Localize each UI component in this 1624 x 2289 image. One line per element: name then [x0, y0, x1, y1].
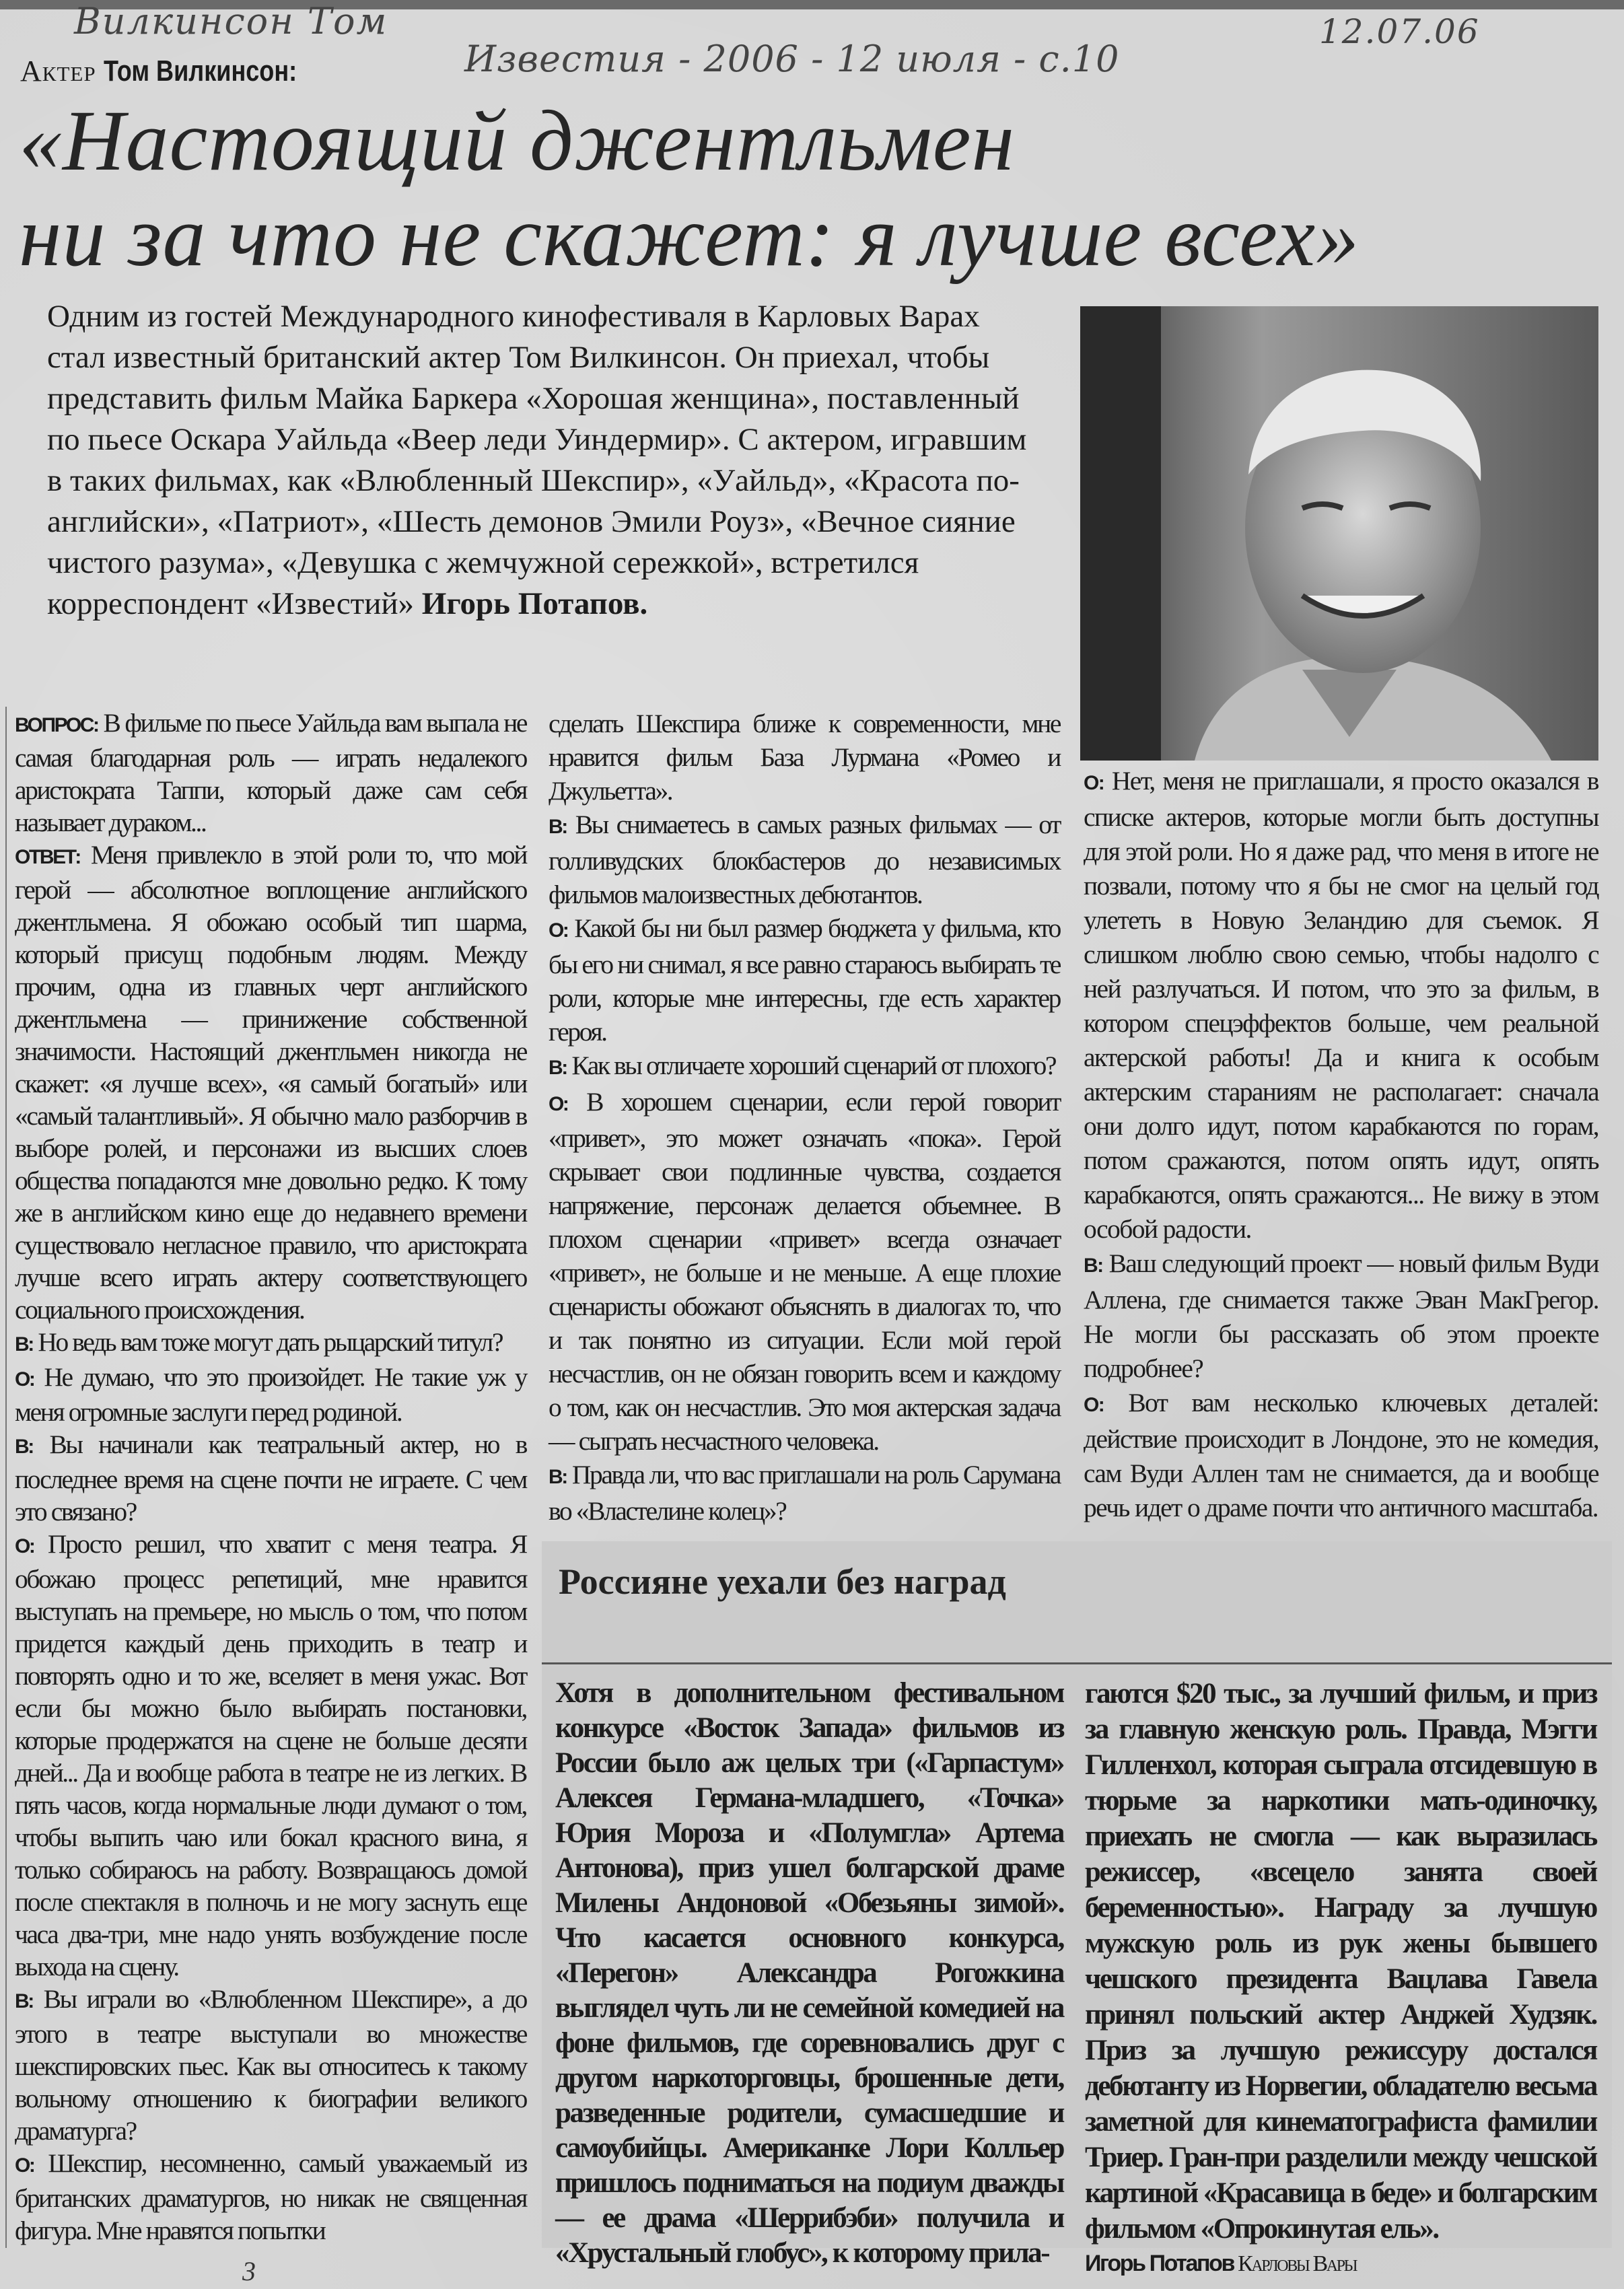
interview-paragraph — [15, 839, 526, 1326]
headline-line-2: ни за что не скажет: я лучше всех» — [19, 188, 1360, 284]
interview-paragraph — [549, 911, 1060, 1049]
sidebar-text-2: гаются $20 тыс., за лучший фильм, и приз за главную женскую роль. Правда, Мэгги Гилленхол, которая сыграла отсидевшую в тюрьме за наркотики мать-одиночку, приехать не смогла — как выразилась режиссер, «всецело занята своей беременностью». Награду за лучшую мужскую роль из рук жены бывшего чешского президента Вацлава Гавела принял польский актер Анджей Худзяк. Приз за лучшую режиссуру достался дебютанту из Норвегии, обладателю весьма заметной для кинематографиста фамилии Триер. Гран-при разделили между чешской картиной «Красавица в беде» и болгарским фильмом «Опрокинутая ель». — [1085, 1678, 1596, 2245]
interview-paragraph — [15, 1361, 526, 1428]
speaker-label: О: — [549, 919, 568, 942]
paragraph-text: Не думаю, что это произойдет. Не такие уж у меня огромные заслуги перед родиной. — [15, 1362, 526, 1427]
headline-line-1: «Настоящий джентльмен — [19, 93, 1016, 188]
speaker-label: О: — [549, 1093, 568, 1115]
paragraph-text: Вы начинали как театральный актер, но в последнее время на сцене почти не играете. С чем это связано? — [15, 1430, 526, 1526]
speaker-label: О: — [15, 1368, 34, 1390]
handwritten-name: Вилкинсон Том — [74, 0, 388, 42]
interview-paragraph — [1084, 1246, 1598, 1386]
interview-column-2 — [549, 707, 1060, 1528]
lead-paragraph — [47, 296, 1043, 625]
speaker-label: В: — [549, 816, 567, 838]
speaker-label: ОТВЕТ: — [15, 846, 80, 868]
speaker-label: В: — [15, 1333, 33, 1355]
byline-name: Игорь Потапов — [1085, 2251, 1234, 2276]
speaker-label: О: — [15, 1535, 34, 1557]
paragraph-text: Вы снимаетесь в самых разных фильмах — от голливудских блокбастеров до независимых фильмов малоизвестных дебютантов. — [549, 810, 1060, 909]
speaker-label: В: — [15, 1990, 33, 2012]
interview-column-3 — [1084, 764, 1598, 1525]
paragraph-text: Нет, меня не приглашали, я просто оказался в списке актеров, которые могли быть доступны для этой роли. Но я даже рад, что меня в итоге не позвали, потому что я бы не смог на целый год улететь в Новую Зеландию для съемок. Я слишком люблю свою семью, чтобы надолго с ней разлучаться. И потом, что это за фильм, в котором спецэффектов больше, чем реальной актерской работы! Да и книга к особым актерским стараниям не располагает: сначала они долго идут, потом карабкаются по горам, потом сражаются, потом опять идут, опять карабкаются, опять сражаются... Не вижу в этом особой радости. — [1084, 766, 1598, 1244]
sidebar-column-1 — [555, 1676, 1063, 2271]
paragraph-text: Меня привлекло в этой роли то, что мой герой — абсолютное воплощение английского джентльмена. Я обожаю особый тип шарма, который присущ подобным людям. Между прочим, одна из главных черт английского джентльмена — принижение собственной значимости. Настоящий джентльмен никогда не скажет: «я лучше всех», «я самый богатый» или «самый талантливый». Я обычно мало разборчив в выборе ролей, и персонажи из высших слоев общества попадаются мне довольно редко. К тому же в английском кино еще до недавнего времени существовало негласное правило, что аристократа лучше всего играть актеру соответствующего социального происхождения. — [15, 840, 526, 1325]
interview-paragraph — [1084, 764, 1598, 1246]
speaker-label: В: — [549, 1057, 567, 1079]
interview-paragraph — [549, 1458, 1060, 1528]
paragraph-text: Вот вам несколько ключевых деталей: действие происходит в Лондоне, это не комедия, сам Вуди Аллен там не снимается, да и вообще речь идет о драме почти что античного масштаба. — [1084, 1388, 1598, 1522]
sidebar-column-2 — [1085, 1676, 1596, 2281]
byline-place: Карловы Вары — [1238, 2251, 1357, 2276]
paragraph-text: Просто решил, что хватит с меня театра. Я обожаю процесс репетиций, мне нравится выступать на премьере, но мысль о том, что потом придется каждый день приходить в театр и повторять одно и то же, вселяет в меня ужас. Вот если бы можно было выбирать постановки, которые продержатся на сцене не больше десяти дней... Да и вообще работа в театре не из легких. В пять часов, когда нормальные люди думают о том, чтобы выпить чаю или бокал красного вина, я только собираюсь на работу. Возвращаюсь домой после спектакля в полночь и не могу заснуть еще часа два-три, мне надо унять возбуждение после выхода на сцену. — [15, 1529, 526, 1981]
kicker — [20, 54, 339, 89]
page-mark: 3 — [242, 2256, 256, 2286]
interview-paragraph — [15, 1326, 526, 1361]
byline — [1085, 2247, 1596, 2281]
paragraph-text: Но ведь вам тоже могут дать рыцарский титул? — [38, 1327, 503, 1357]
lead-author: Игорь Потапов. — [421, 586, 648, 621]
interview-paragraph — [15, 2147, 526, 2247]
kicker-name: Том Вилкинсон: — [103, 55, 297, 87]
handwritten-source: Известия - 2006 - 12 июля - с.10 — [464, 38, 1120, 80]
handwritten-date: 12.07.06 — [1319, 12, 1480, 51]
sidebar-text-1: Хотя в дополнительном фестивальном конкурсе «Восток Запада» фильмов из России было аж целых три («Гарпастум» Алексея Германа-младшего, «Точка» Юрия Мороза и «Полумгла» Артема Антонова), приз ушел болгарской драме Милены Андоновой «Обезьяны зимой». Что касается основного конкурса, «Перегон» Александра Рогожкина выглядел чуть ли не семейной комедией на фоне фильмов, где соревновались друг с другом наркоторговцы, брошенные дети, разведенные родители, сумасшедшие и самоубийцы. Американке Лори Колльер пришлось подниматься на подиум дважды — ее драма «Шеррибэби» получила и «Хрустальный глобус», к которому прила- — [555, 1677, 1063, 2269]
paragraph-text: В фильме по пьесе Уайльда вам выпала не самая благодарная роль — играть недалекого аристократа Таппи, который даже сам себя называет дураком... — [15, 708, 526, 837]
sidebar-title: Россияне уехали без наград — [559, 1561, 1006, 1602]
interview-paragraph — [549, 1049, 1060, 1085]
actor-photo — [1080, 306, 1598, 761]
interview-column-1 — [15, 707, 526, 2247]
paragraph-text: Вы играли во «Влюбленном Шекспире», а до этого в театре выступали во множестве шекспировских пьес. Как вы относитесь к такому вольному отношению к биографии великого драматурга? — [15, 1984, 526, 2146]
paragraph-text: Ваш следующий проект — новый фильм Вуди Аллена, где снимается также Эван МакГрегор. Не могли бы рассказать об этом проекте подробнее? — [1084, 1248, 1598, 1383]
speaker-label: В: — [549, 1466, 567, 1488]
paragraph-text: Какой бы ни был размер бюджета у фильма, кто бы его ни снимал, я все равно стараюсь выбирать те роли, которые мне интересны, где есть характер героя. — [549, 913, 1060, 1047]
paragraph-text: Правда ли, что вас приглашали на роль Сарумана во «Властелине колец»? — [549, 1460, 1060, 1526]
interview-paragraph — [549, 808, 1060, 911]
interview-paragraph — [549, 707, 1060, 808]
paragraph-text: Как вы отличаете хороший сценарий от плохого? — [571, 1051, 1056, 1080]
speaker-label: В: — [1084, 1255, 1103, 1277]
interview-paragraph — [1084, 1386, 1598, 1525]
interview-paragraph — [15, 1983, 526, 2147]
kicker-prefix: Актер — [20, 55, 96, 87]
column-rule — [5, 707, 7, 2248]
speaker-label: О: — [1084, 1394, 1104, 1416]
paragraph-text: В хорошем сценарии, если герой говорит «привет», это может означать «пока». Герой скрывает свои подлинные чувства, создается напряжение, персонаж делается объемнее. В плохом сценарии «привет» всегда означает «привет», не больше и не меньше. А еще плохие сценаристы обожают объяснять в диалогах то, что и так понятно из ситуации. Если мой герой несчастлив, он не обязан говорить всем и каждому о том, как он несчастлив. Это моя актерская задача — сыграть несчастного человека. — [549, 1087, 1061, 1456]
speaker-label: О: — [1084, 772, 1104, 794]
interview-paragraph — [549, 1085, 1060, 1458]
interview-paragraph — [15, 707, 526, 839]
paragraph-text: сделать Шекспира ближе к современности, мне нравится фильм База Лурмана «Ромео и Джульетта». — [549, 709, 1060, 806]
interview-paragraph — [15, 1528, 526, 1983]
lead-text: Одним из гостей Международного кинофестиваля в Карловых Варах стал известный британский актер Том Вилкинсон. Он приехал, чтобы представить фильм Майка Баркера «Хорошая женщина», поставленный по пьесе Оскара Уайльда «Веер леди Уиндермир». С актером, игравшим в таких фильмах, как «Влюбленный Шекспир», «Уайльд», «Красота по-английски», «Патриот», «Шесть демонов Эмили Роуз», «Вечное сияние чистого разума», «Девушка с жемчужной сережкой», встретился корреспондент «Известий» — [47, 299, 1027, 621]
interview-paragraph — [15, 1428, 526, 1528]
paragraph-text: Шекспир, несомненно, самый уважаемый из британских драматургов, но никак не священная фигура. Мне нравятся попытки — [15, 2148, 526, 2245]
speaker-label: В: — [15, 1436, 33, 1458]
speaker-label: О: — [15, 2154, 34, 2177]
speaker-label: ВОПРОС: — [15, 714, 98, 736]
